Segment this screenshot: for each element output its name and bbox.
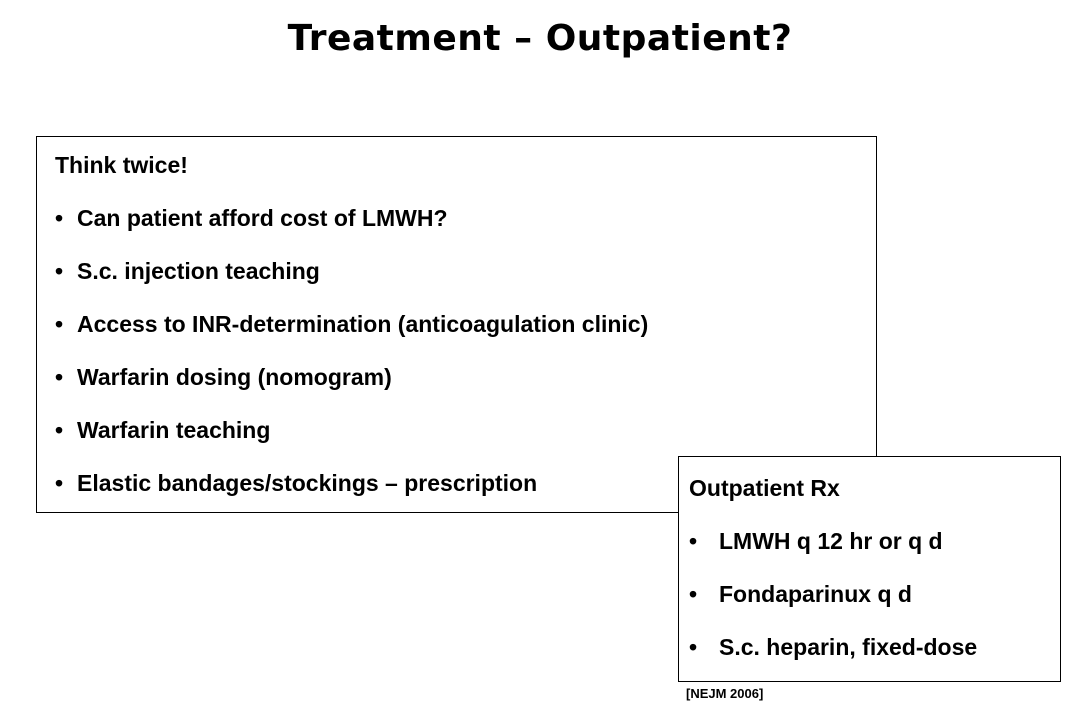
list-item [689,633,1060,661]
list-item-text: Can patient afford cost of LMWH? [77,205,448,231]
citation-text: [NEJM 2006] [686,686,764,701]
list-item [689,527,1060,555]
bullet-icon: • [689,634,698,660]
bullet-icon: • [55,311,64,337]
bullet-icon: • [55,364,64,390]
outpatient-rx-heading: Outpatient Rx [689,475,840,501]
think-twice-heading: Think twice! [55,152,188,178]
list-item-text: S.c. injection teaching [77,258,320,284]
list-item-text: Warfarin teaching [77,417,271,443]
list-item-text: LMWH q 12 hr or q d [719,528,943,554]
slide-title: Treatment – Outpatient? [287,18,793,59]
list-item [55,416,876,444]
bullet-icon: • [55,205,64,231]
list-item-text: Fondaparinux q d [719,581,912,607]
list-item-text: Elastic bandages/stockings – prescription [77,470,538,496]
list-item [55,310,876,338]
bullet-icon: • [55,470,64,496]
list-item [689,580,1060,608]
list-item-text: Access to INR-determination (anticoagulation clinic) [77,311,649,337]
list-item [55,363,876,391]
bullet-icon: • [689,581,698,607]
outpatient-rx-box [678,456,1061,682]
outpatient-rx-list [689,527,1060,661]
list-item [55,257,876,285]
list-item-text: Warfarin dosing (nomogram) [77,364,392,390]
list-item [55,204,876,232]
bullet-icon: • [55,258,64,284]
list-item-text: S.c. heparin, fixed-dose [719,634,978,660]
bullet-icon: • [689,528,698,554]
think-twice-list [55,204,876,497]
bullet-icon: • [55,417,64,443]
